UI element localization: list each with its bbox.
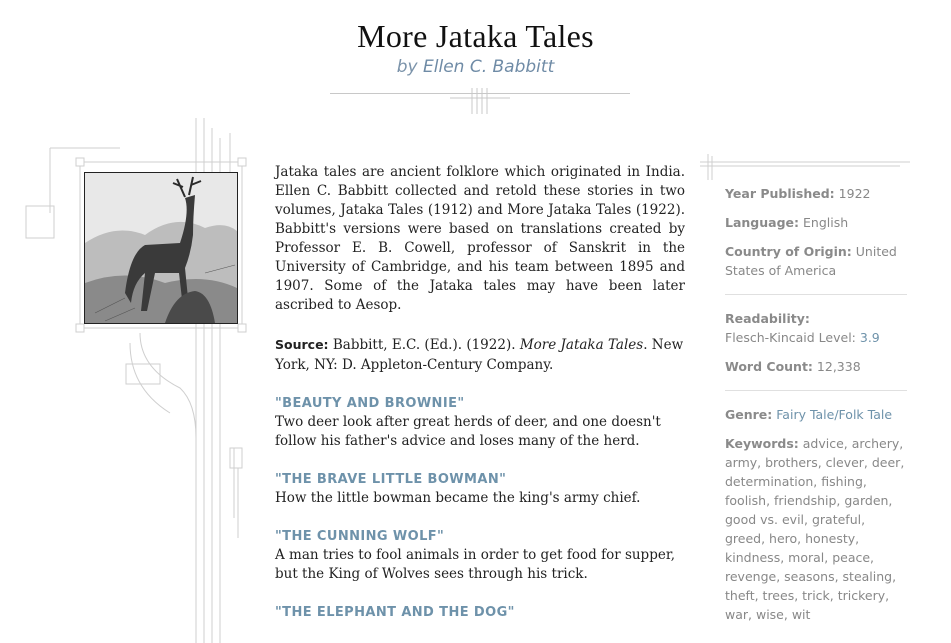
wordcount-label: Word Count: <box>725 359 813 374</box>
word-count <box>725 357 907 376</box>
source-text-1: Babbitt, E.C. (Ed.). (1922). <box>332 337 516 353</box>
story-item <box>275 528 685 584</box>
readability-level-link[interactable]: 3.9 <box>859 330 880 345</box>
readability-text: Flesch-Kincaid Level: <box>725 330 856 345</box>
author-link[interactable]: Ellen C. Babbitt <box>423 57 555 77</box>
story-link-beauty-and-brownie[interactable]: "BEAUTY AND BROWNIE" <box>275 396 465 411</box>
story-link-elephant-and-dog[interactable]: "THE ELEPHANT AND THE DOG" <box>275 605 515 620</box>
page-header <box>0 18 951 77</box>
intro-paragraph: Jataka tales are ancient folklore which originated in India. Ellen C. Babbitt collected and retold these stories in two volumes, Jataka Tales (1912) and More Jataka Tales (1922). Babbitt's versions were based on translations created by Professor E. B. Cowell, professor of Sanskrit in the University of Cambridge, and his team between 1895 and 1907. Some of the Jataka tales may have been later ascribed to Aesop. <box>275 164 685 313</box>
country-value: United States of America <box>725 244 897 278</box>
language-label: Language: <box>725 215 800 230</box>
byline <box>0 57 951 77</box>
byline-prefix: by <box>396 57 418 77</box>
source-title: More Jataka Tales <box>519 337 644 353</box>
readability-label: Readability: <box>725 311 810 326</box>
readability <box>725 309 907 347</box>
country-label: Country of Origin: <box>725 244 852 259</box>
keywords <box>725 434 907 624</box>
wordcount-value: 12,338 <box>816 359 861 374</box>
story-item <box>275 471 685 508</box>
genre-label: Genre: <box>725 407 773 422</box>
story-item <box>275 604 685 622</box>
country-of-origin <box>725 242 907 280</box>
story-summary: How the little bowman became the king's army chief. <box>275 490 641 506</box>
story-summary: Two deer look after great herds of deer, and one doesn't follow his father's advice and loses many of the herd. <box>275 414 661 449</box>
page-title: More Jataka Tales <box>357 18 594 54</box>
source-citation <box>275 335 685 375</box>
genre <box>725 405 907 424</box>
decorative-frame-right <box>700 150 910 180</box>
source-label: Source: <box>275 337 329 352</box>
language-value: English <box>803 215 849 230</box>
story-link-brave-little-bowman[interactable]: "THE BRAVE LITTLE BOWMAN" <box>275 472 507 487</box>
source-text-2: . New York, NY: D. Appleton-Century Company. <box>275 337 684 373</box>
year-label: Year Published: <box>725 186 835 201</box>
book-description <box>275 163 685 622</box>
deer-illustration-icon <box>85 173 237 323</box>
book-cover-illustration <box>84 172 238 324</box>
year-value: 1922 <box>838 186 871 201</box>
year-published <box>725 184 907 203</box>
header-ornament <box>450 88 510 114</box>
language <box>725 213 907 232</box>
genre-link[interactable]: Fairy Tale/Folk Tale <box>776 407 893 422</box>
story-item <box>275 395 685 451</box>
book-metadata-sidebar <box>725 184 907 634</box>
keywords-list[interactable]: advice, archery, army, brothers, clever, deer, determination, fishing, foolish, friendship, garden, good vs. evil, grateful, greed, hero, honesty, kindness, moral, peace, revenge, seasons, stealing, theft, trees, trick, trickery, war, wise, wit <box>725 436 905 622</box>
story-link-cunning-wolf[interactable]: "THE CUNNING WOLF" <box>275 529 445 544</box>
sidebar-divider <box>725 390 907 391</box>
story-summary: A man tries to fool animals in order to get food for supper, but the King of Wolves sees through his trick. <box>275 547 676 582</box>
keywords-label: Keywords: <box>725 436 799 451</box>
sidebar-divider <box>725 294 907 295</box>
